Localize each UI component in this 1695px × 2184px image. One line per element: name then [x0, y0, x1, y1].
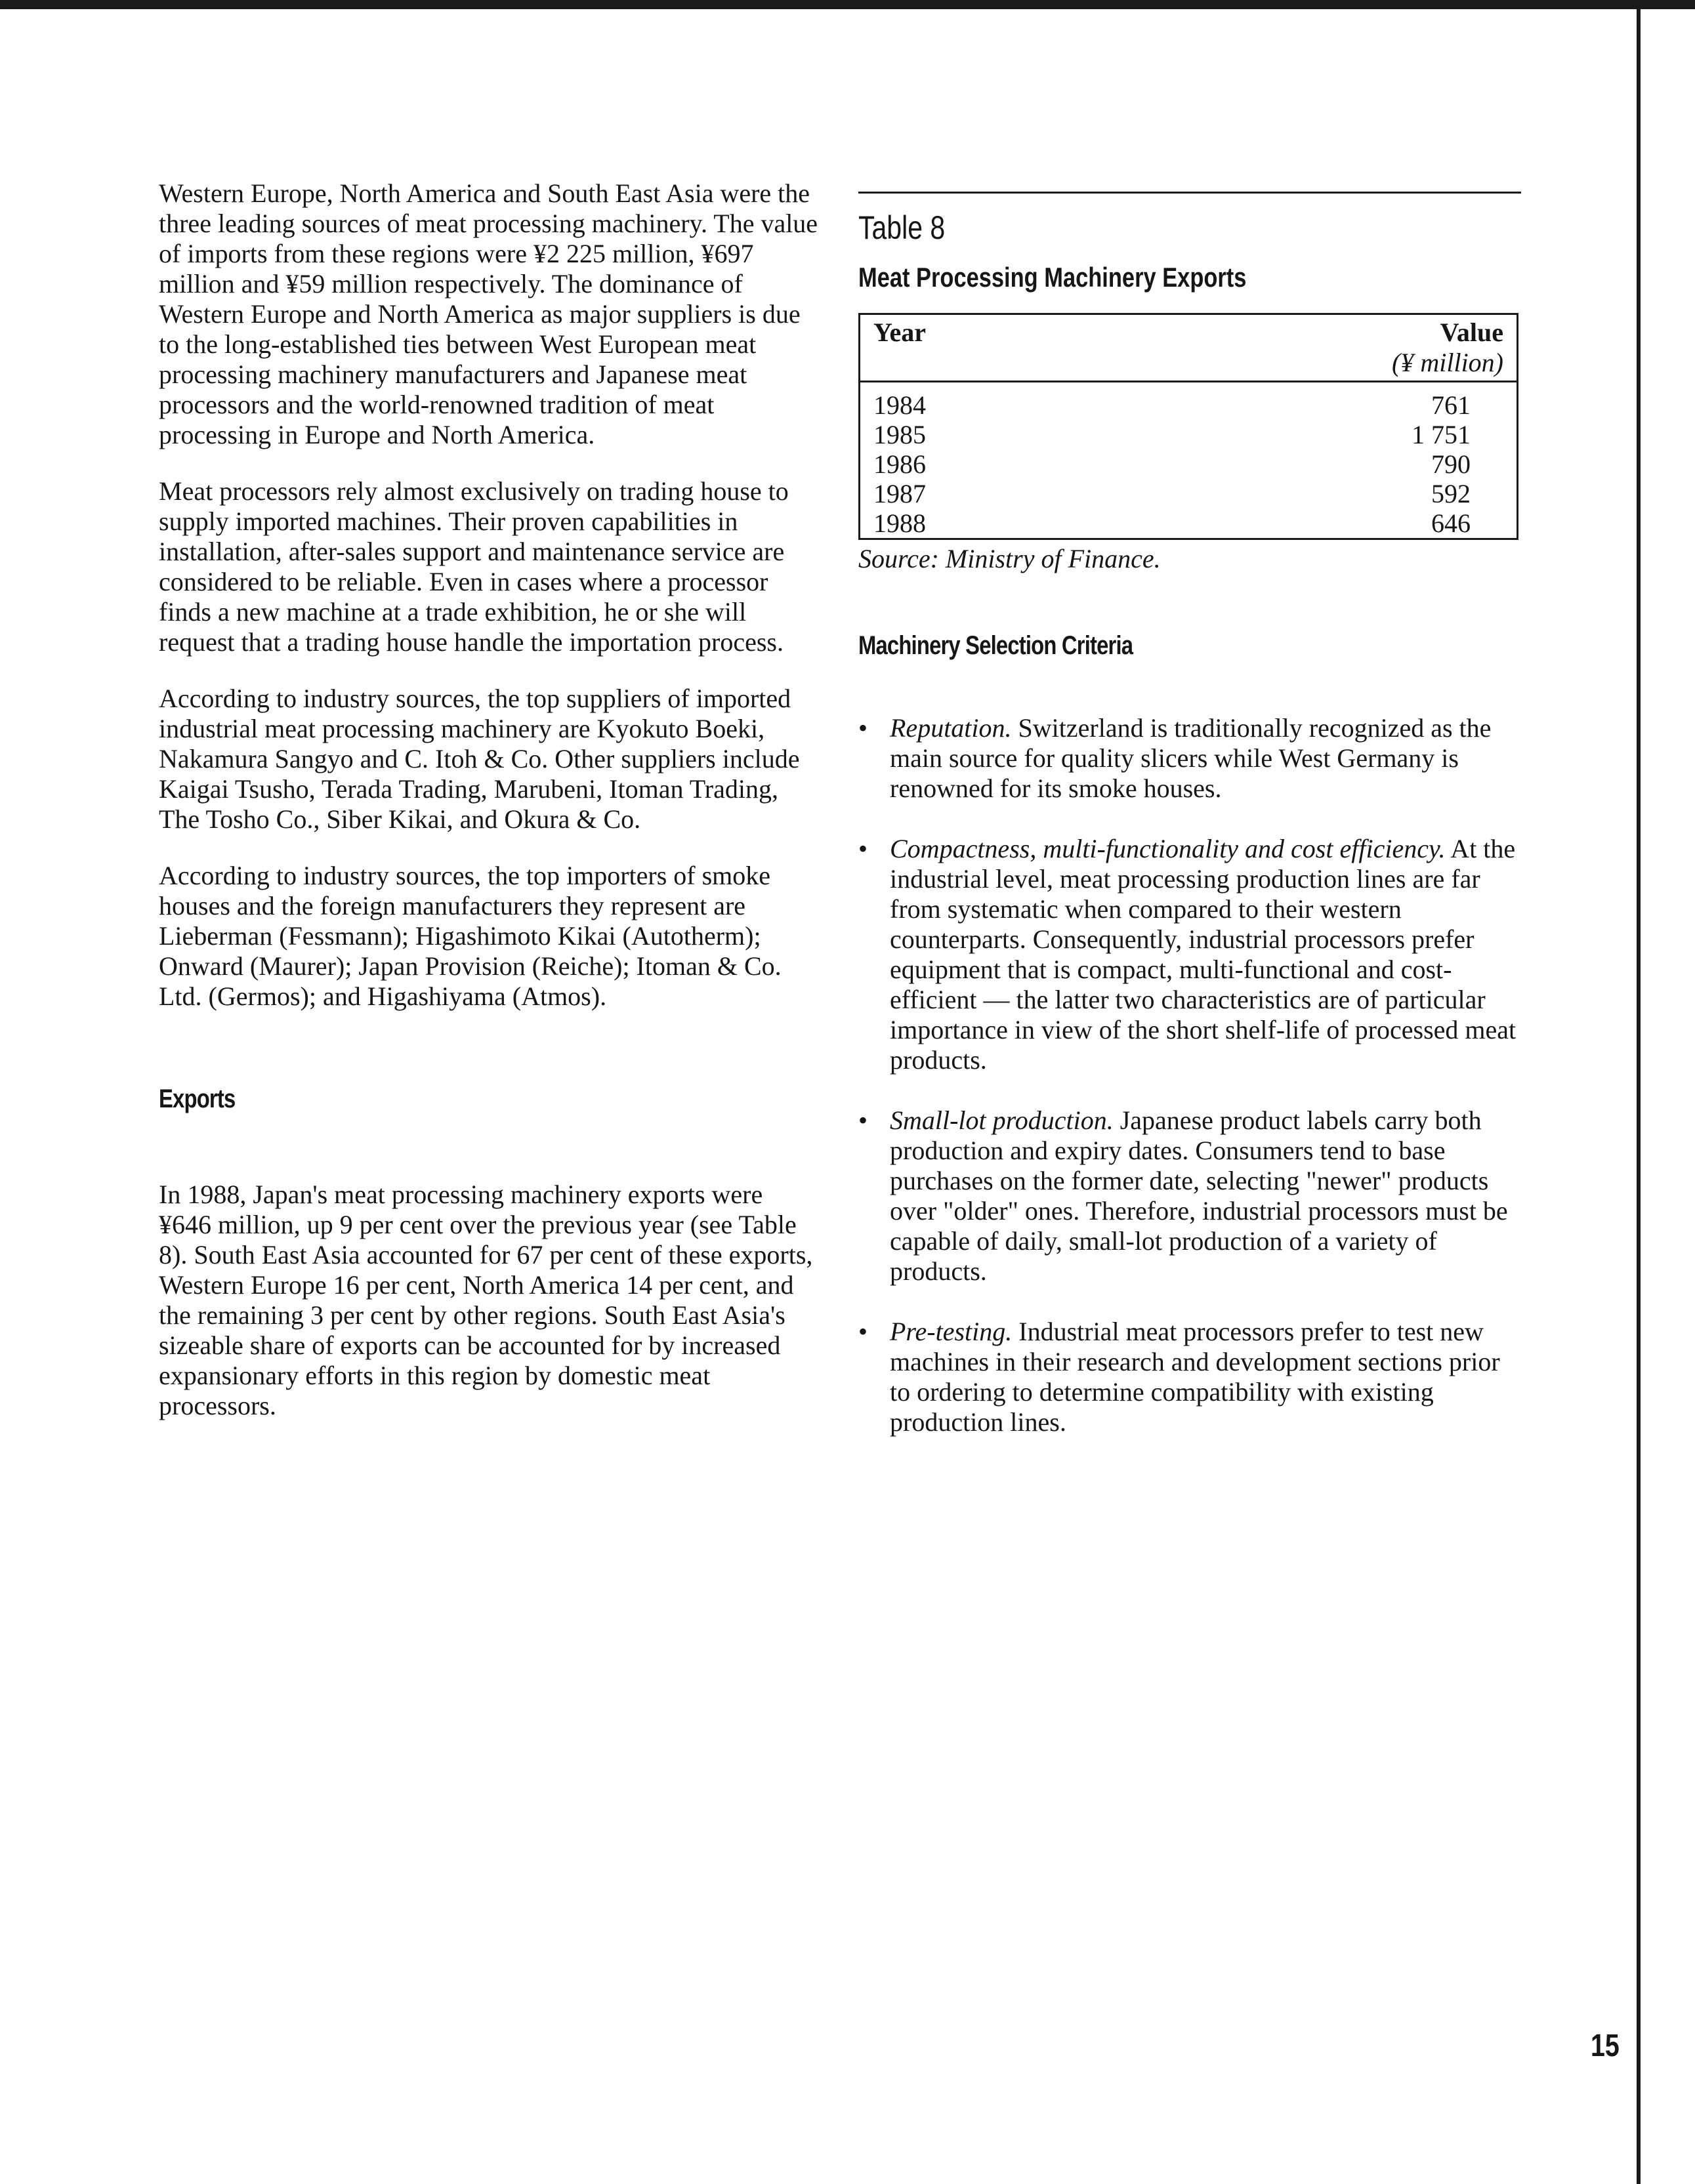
table-title: Meat Processing Machinery Exports	[858, 262, 1247, 293]
cell-year: 1984	[873, 390, 926, 420]
cell-value: 790	[1431, 449, 1471, 479]
cell-year: 1988	[873, 508, 926, 538]
list-item	[858, 1317, 1524, 1437]
right-border	[1637, 0, 1641, 2184]
column-unit: (¥ million)	[1392, 348, 1503, 377]
cell-value: 761	[1431, 390, 1471, 420]
bullet-icon: •	[858, 713, 868, 743]
cell-year: 1986	[873, 449, 926, 479]
criteria-heading: Machinery Selection Criteria	[858, 631, 1133, 660]
paragraph-top-importers: According to industry sources, the top importers of smoke houses and the foreign manufacturers they represent are Lieberman (Fessmann); Higashimoto Kikai (Autotherm); Onward (Maurer); Japan Provision (Reiche); Itoman & Co. Ltd. (Germos); and Higashiyama (Atmos).	[159, 861, 782, 1011]
column-header-value: Value (¥ million)	[1099, 314, 1517, 382]
criterion-text: At the industrial level, meat processing production lines are far from systematic when compared to their western counterparts. Consequently, industrial processors prefer equipment that is compact, multi-functional and cost-efficient — the latter two characteristics are of particular importance in view of the short shelf-life of processed meat products.	[890, 834, 1517, 1075]
criterion-term: Compactness, multi-functionality and cost efficiency.	[890, 834, 1446, 863]
page-number: 15	[1591, 2029, 1620, 2063]
cell-year: 1987	[873, 479, 926, 508]
criteria-list	[858, 713, 1524, 1437]
table-source: Source: Ministry of Finance.	[858, 544, 1161, 573]
table-label: Table 8	[858, 209, 946, 246]
bullet-icon: •	[858, 1105, 868, 1135]
column-header-year: Year	[873, 318, 926, 347]
criterion-text: Switzerland is traditionally recognized as the main source for quality slicers while West Germany is renowned for its smoke houses.	[890, 713, 1492, 803]
bullet-icon: •	[858, 1317, 868, 1346]
table-row	[860, 508, 1518, 539]
cell-value: 1 751	[1412, 420, 1471, 449]
exports-heading: Exports	[159, 1084, 236, 1113]
cell-value: 592	[1431, 479, 1471, 508]
table-row	[860, 420, 1518, 449]
right-column	[858, 192, 1524, 1468]
cell-value: 646	[1431, 508, 1471, 538]
bullet-icon: •	[858, 834, 868, 863]
criterion-text: Industrial meat processors prefer to test new machines in their research and development sections prior to ordering to determine compatibility with existing production lines.	[890, 1317, 1500, 1437]
table-top-rule	[858, 192, 1521, 194]
list-item	[858, 834, 1524, 1075]
table-row	[860, 390, 1518, 420]
criterion-term: Reputation.	[890, 713, 1012, 743]
table-row	[860, 479, 1518, 508]
paragraph-import-sources: Western Europe, North America and South East Asia were the three leading sources of meat processing machinery. The value of imports from these regions were ¥2 225 million, ¥697 million and ¥59 million respectively. The dominance of Western Europe and North America as major suppliers is due to the long-established ties between West European meat processing machinery manufacturers and Japanese meat processors and the world-renowned tradition of meat processing in Europe and North America.	[159, 178, 818, 449]
list-item	[858, 713, 1524, 804]
list-item	[858, 1105, 1524, 1287]
paragraph-exports: In 1988, Japan's meat processing machinery exports were ¥646 million, up 9 per cent over the previous year (see Table 8). South East Asia accounted for 67 per cent of these exports, Western Europe 16 per cent, North America 14 per cent, and the remaining 3 per cent by other regions. South East Asia's sizeable share of exports can be accounted for by increased expansionary efforts in this region by domestic meat processors.	[159, 1180, 813, 1420]
paragraph-top-suppliers: According to industry sources, the top suppliers of imported industrial meat processing machinery are Kyokuto Boeki, Nakamura Sangyo and C. Itoh & Co. Other suppliers include Kaigai Tsusho, Terada Trading, Marubeni, Itoman Trading, The Tosho Co., Siber Kikai, and Okura & Co.	[159, 684, 800, 834]
top-border	[0, 0, 1695, 9]
table-header-row	[860, 314, 1518, 382]
cell-year: 1985	[873, 420, 926, 449]
criterion-term: Small-lot production.	[890, 1105, 1114, 1135]
criterion-text: Japanese product labels carry both production and expiry dates. Consumers tend to base purchases on the former date, selecting "newer" products over "older" ones. Therefore, industrial processors must be capable of daily, small-lot production of a variety of products.	[890, 1105, 1508, 1286]
criterion-term: Pre-testing.	[890, 1317, 1013, 1346]
exports-table	[858, 313, 1518, 540]
left-column	[159, 178, 822, 1421]
table-row	[860, 449, 1518, 479]
paragraph-trading-houses: Meat processors rely almost exclusively on trading house to supply imported machines. Their proven capabilities in installation, after-sales support and maintenance service are considered to be reliable. Even in cases where a processor finds a new machine at a trade exhibition, he or she will request that a trading house handle the importation process.	[159, 476, 789, 657]
